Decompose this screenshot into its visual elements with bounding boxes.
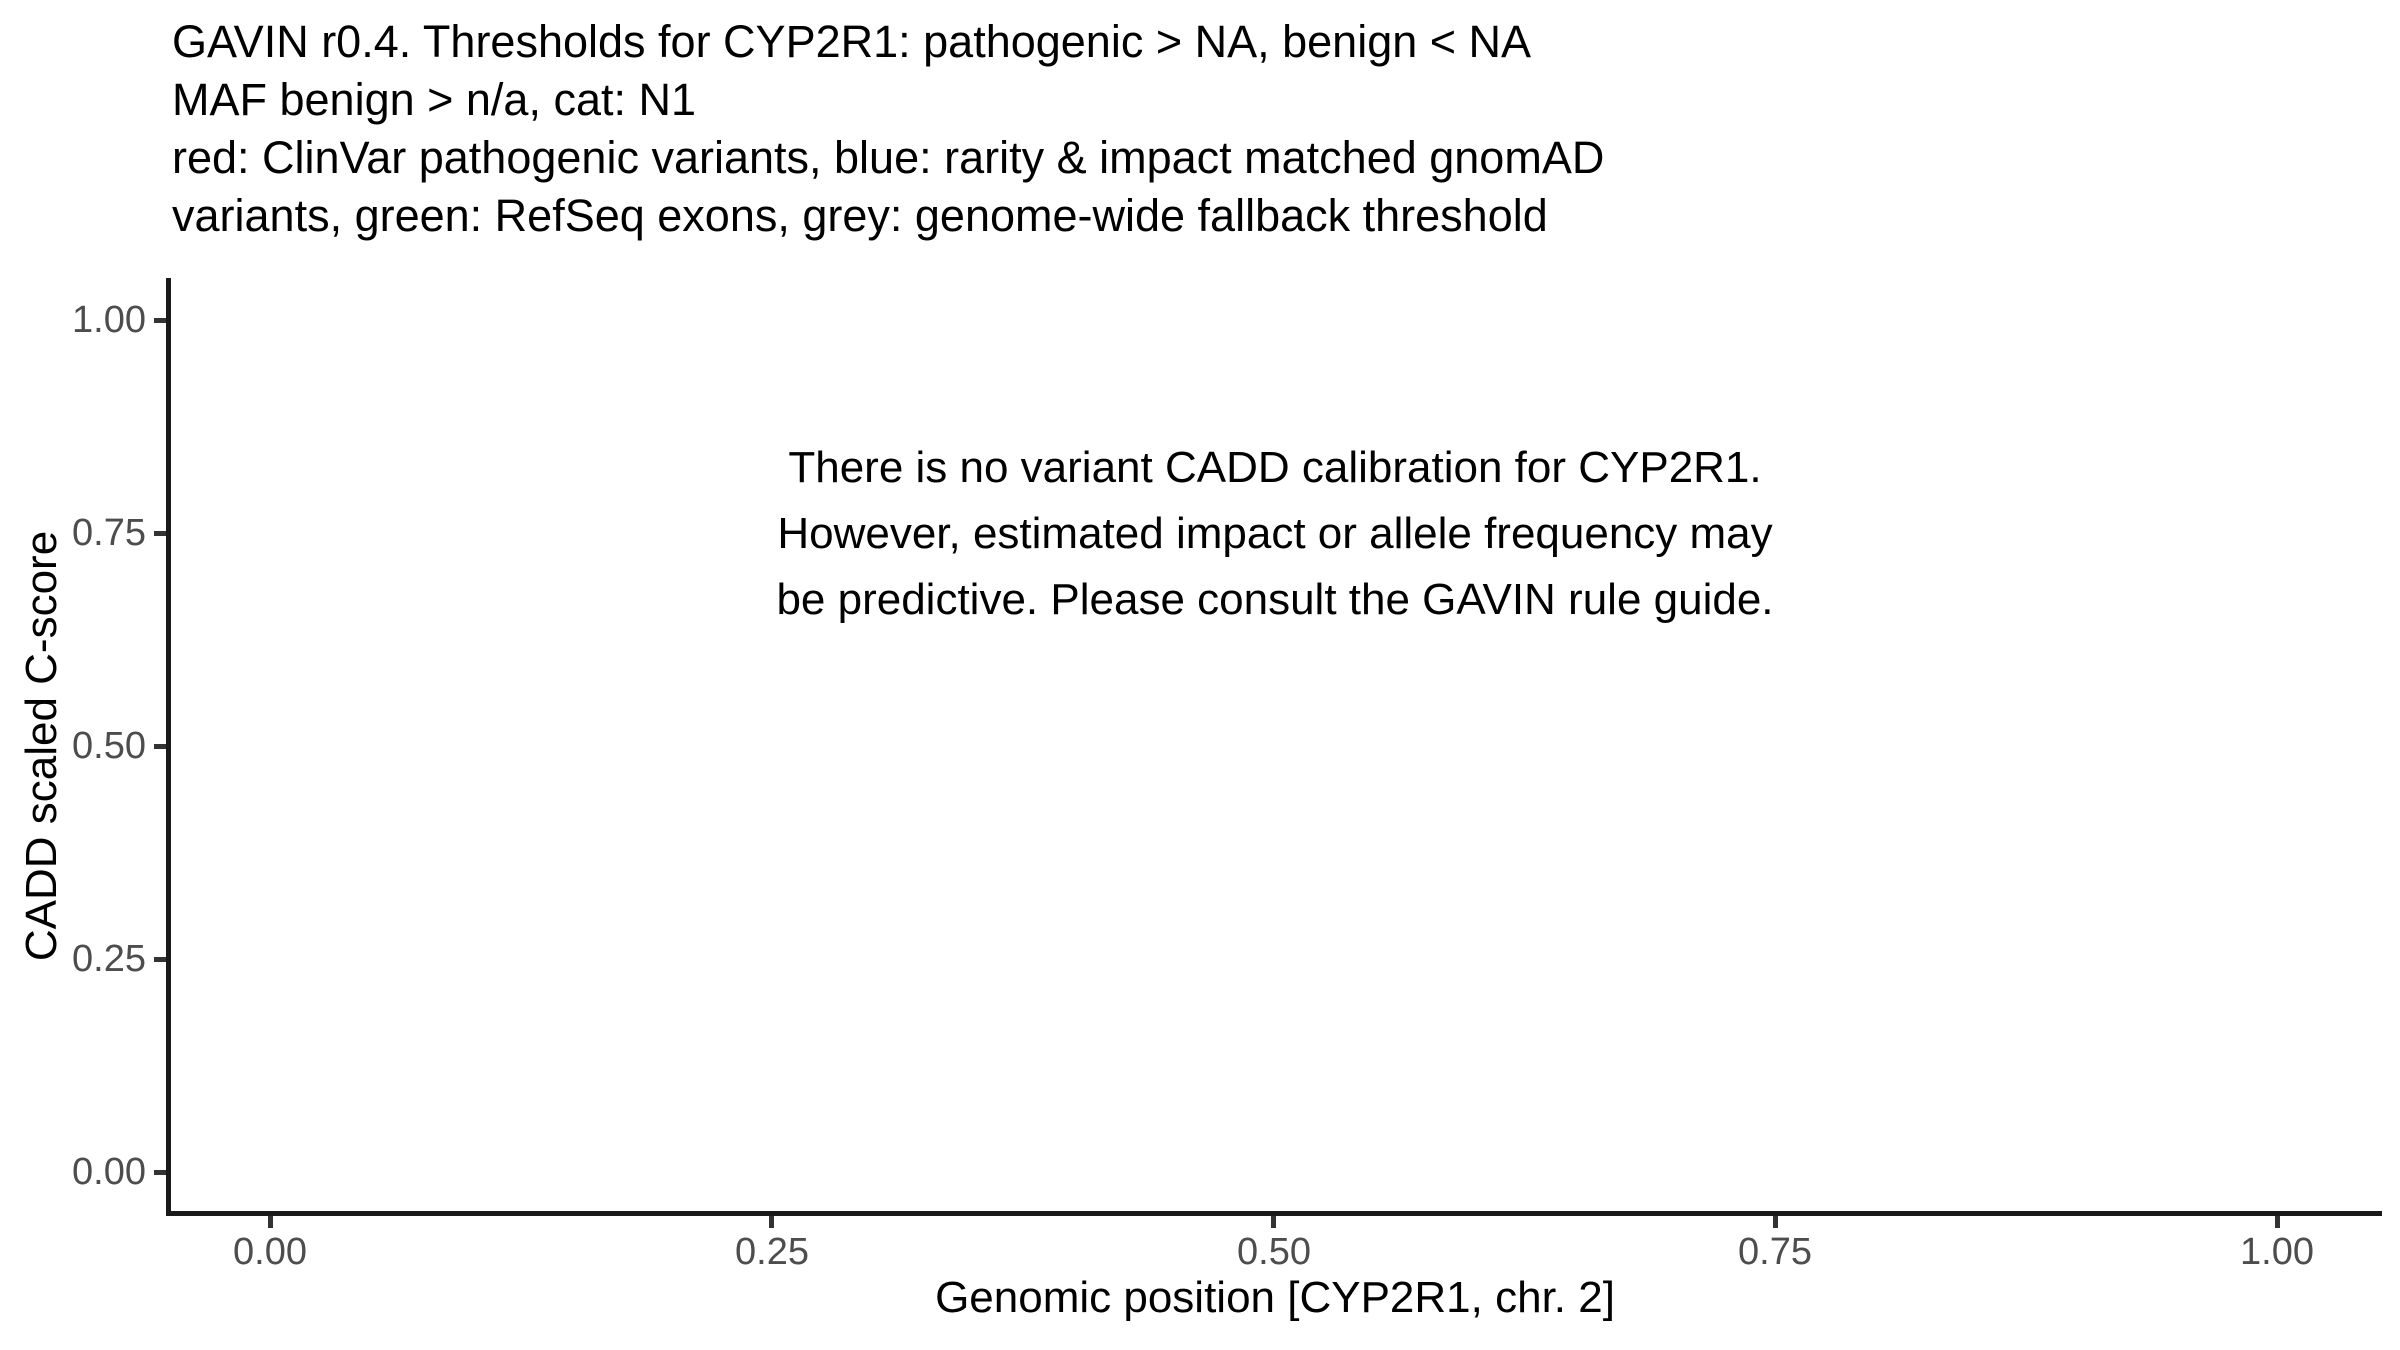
no-calibration-annotation (170, 435, 2380, 633)
y-tick-label: 1.00 (72, 299, 146, 341)
x-axis-title: Genomic position [CYP2R1, chr. 2] (935, 1273, 1615, 1322)
y-tick-mark (154, 531, 166, 536)
y-axis-title-text: CADD scaled C-score (17, 530, 66, 962)
x-tick-label: 0.25 (735, 1231, 809, 1273)
annotation-line-1: There is no variant CADD calibration for CYP2R1. (788, 443, 1762, 492)
plot-title-line-4: variants, green: RefSeq exons, grey: genome-wide fallback threshold (172, 190, 1548, 241)
x-tick-mark (769, 1216, 774, 1228)
x-tick-mark (268, 1216, 273, 1228)
plot-title-line-1: GAVIN r0.4. Thresholds for CYP2R1: pathogenic > NA, benign < NA (172, 16, 1532, 67)
x-tick-label: 1.00 (2240, 1231, 2314, 1273)
plot-title (172, 13, 1604, 245)
y-tick-label: 0.50 (72, 725, 146, 767)
x-tick-mark (1773, 1216, 1778, 1228)
y-tick-label: 0.00 (72, 1151, 146, 1193)
y-tick-mark (154, 318, 166, 323)
y-tick-label: 0.25 (72, 938, 146, 980)
x-tick-label: 0.00 (233, 1231, 307, 1273)
x-tick-mark (1271, 1216, 1276, 1228)
x-tick-label: 0.50 (1237, 1231, 1311, 1273)
y-tick-mark (154, 957, 166, 962)
x-tick-label: 0.75 (1738, 1231, 1812, 1273)
plot-title-line-2: MAF benign > n/a, cat: N1 (172, 74, 697, 125)
y-tick-mark (154, 1170, 166, 1175)
annotation-line-2: However, estimated impact or allele frequency may (777, 509, 1773, 558)
y-axis-line (166, 278, 171, 1216)
x-tick-mark (2275, 1216, 2280, 1228)
y-tick-label: 0.75 (72, 512, 146, 554)
annotation-line-3: be predictive. Please consult the GAVIN rule guide. (776, 575, 1774, 624)
plot-title-line-3: red: ClinVar pathogenic variants, blue: rarity & impact matched gnomAD (172, 132, 1605, 183)
y-tick-mark (154, 744, 166, 749)
